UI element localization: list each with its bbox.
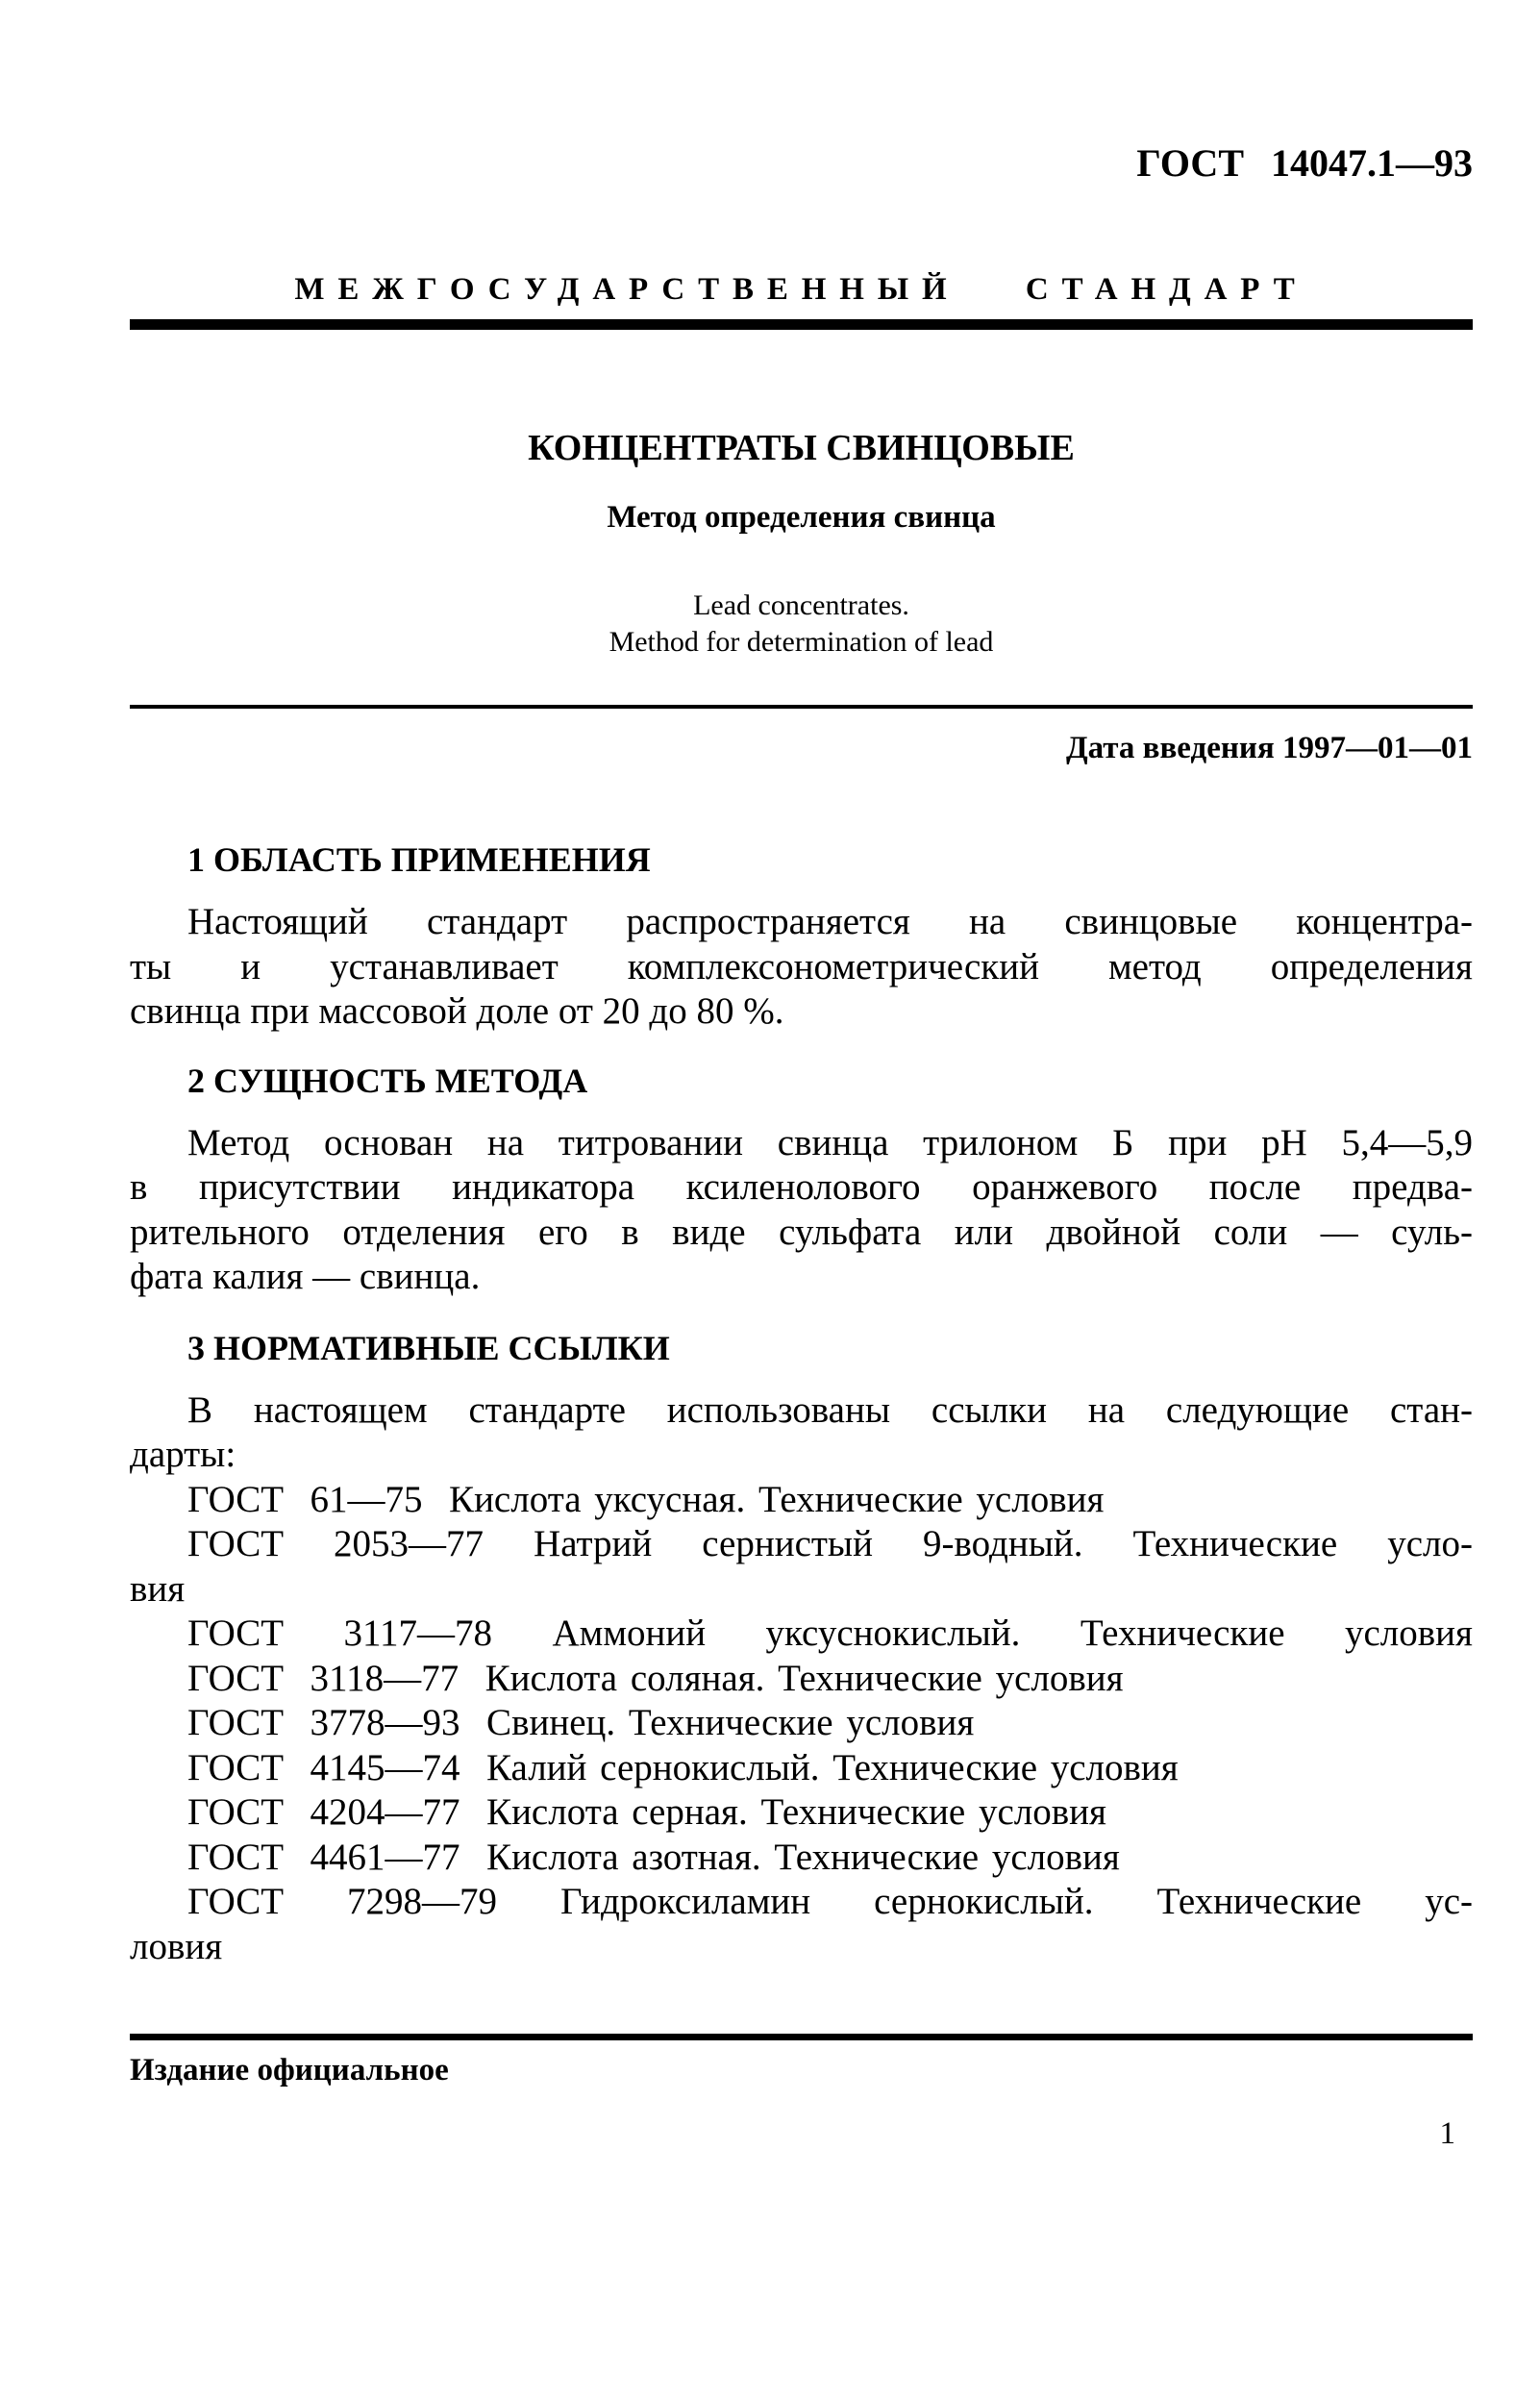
section-1-heading: 1 ОБЛАСТЬ ПРИМЕНЕНИЯ (187, 840, 651, 879)
doc-number: ГОСТ 14047.1—93 (1136, 141, 1473, 185)
reference-line: ГОСТ 4145—74 Калий сернокислый. Технические условия (187, 1746, 1179, 1788)
reference-line: ГОСТ 4204—77 Кислота серная. Технические условия (187, 1791, 1106, 1833)
paragraph-line: ты и устанавливает комплексонометрический метод определения (130, 945, 1473, 988)
date-rule (130, 705, 1473, 709)
paragraph-line: Метод основан на титровании свинца трилоном Б при рН 5,4—5,9 (187, 1121, 1473, 1163)
paragraph-line: свинца при массовой доле от 20 до 80 %. (130, 990, 784, 1032)
reference-line: ГОСТ 3118—77 Кислота соляная. Технические условия (187, 1657, 1124, 1699)
reference-line: ГОСТ 3117—78 Аммоний уксуснокислый. Технические условия (187, 1612, 1473, 1654)
header-rule (130, 319, 1473, 330)
reference-line: ГОСТ 2053—77 Натрий сернистый 9-водный. Технические усло- (187, 1523, 1473, 1564)
section-2-paragraph (130, 1121, 1473, 1300)
page-number: 1 (1439, 2116, 1455, 2151)
paragraph-line: В настоящем стандарте использованы ссылки на следующие стан- (187, 1388, 1473, 1431)
effective-date: Дата введения 1997—01—01 (1065, 731, 1473, 765)
footer-rule (130, 2034, 1473, 2040)
reference-line: ГОСТ 61—75 Кислота уксусная. Технические условия (187, 1478, 1105, 1520)
edition-note: Издание официальное (130, 2053, 449, 2088)
reference-line: ГОСТ 3778—93 Свинец. Технические условия (187, 1702, 975, 1743)
paragraph-line: Настоящий стандарт распространяется на свинцовые концентра- (187, 901, 1473, 942)
title-en-line: Lead concentrates. (693, 589, 909, 621)
reference-continuation-line: ловия (130, 1925, 223, 1967)
standard-type-banner: МЕЖГОСУДАРСТВЕННЫЙ СТАНДАРТ (294, 272, 1308, 307)
reference-line: ГОСТ 4461—77 Кислота азотная. Технические условия (187, 1836, 1120, 1878)
document-subtitle-ru: Метод определения свинца (607, 500, 996, 535)
document-title-ru: КОНЦЕНТРАТЫ СВИНЦОВЫЕ (528, 428, 1075, 468)
paragraph-line: дарты: (130, 1434, 236, 1475)
section-3-heading: 3 НОРМАТИВНЫЕ ССЫЛКИ (187, 1328, 670, 1367)
document-title-en (130, 588, 1473, 661)
paragraph-line: в присутствии индикатора ксиленолового оранжевого после предва- (130, 1166, 1473, 1208)
paragraph-line: рительного отделения его в виде сульфата или двойной соли — суль- (130, 1211, 1473, 1253)
section-1-paragraph (130, 900, 1473, 1035)
section-3-references (130, 1388, 1473, 1970)
paragraph-line: фата калия — свинца. (130, 1256, 481, 1297)
section-2-heading: 2 СУЩНОСТЬ МЕТОДА (187, 1061, 588, 1100)
reference-continuation-line: вия (130, 1567, 186, 1610)
reference-line: ГОСТ 7298—79 Гидроксиламин сернокислый. Технические ус- (187, 1881, 1473, 1922)
title-en-line: Method for determination of lead (609, 626, 994, 658)
